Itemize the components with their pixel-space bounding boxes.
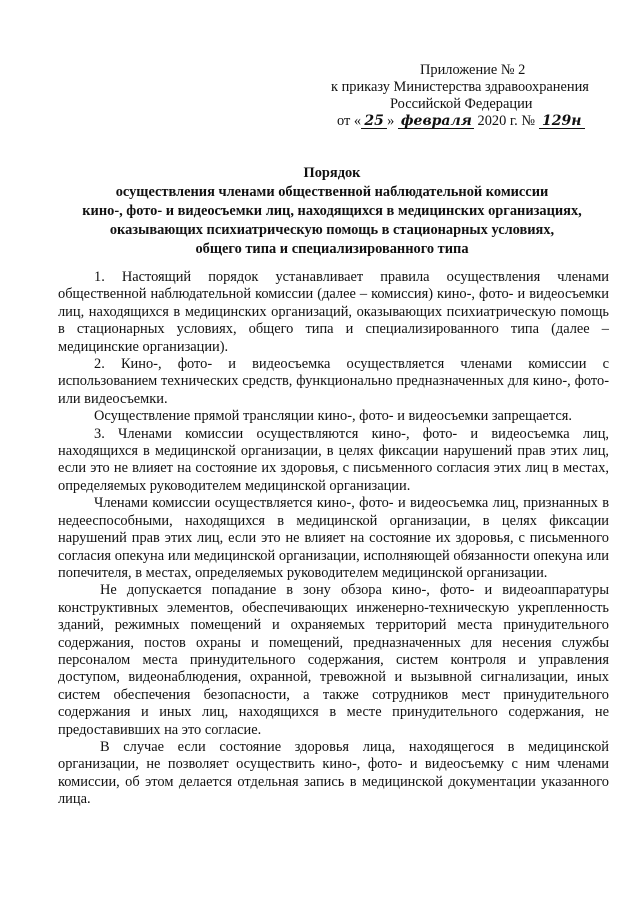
- order-date-line: [310, 113, 610, 130]
- paragraph: В случае если состояние здоровья лица, находящегося в медицинской организации, не позволяет осуществить кино-, фото- и видеосъемку с ним членами комиссии, об этом делается отдельная запись в медицинской документации указанного лица.: [58, 738, 609, 808]
- paragraph: Не допускается попадание в зону обзора кино-, фото- и видеоаппаратуры конструктивных элементов, обеспечивающих инженерно-техническую укрепленность зданий, режимных помещений и охраняемых территорий места принудительного содержания, постов охраны и помещений, предназначенных для несения службы персоналом места принудительного содержания, систем контроля и управления доступом, видеонаблюдения, охранной, тревожной и вызывной сигнализации, иных систем обеспечения безопасности, а также сотрудников мест принудительного содержания и иных лиц, находящихся в месте принудительного содержания, не предоставивших на это согласие.: [58, 582, 609, 738]
- title-line: осуществления членами общественной наблюдательной комиссии: [115, 184, 549, 200]
- date-year: 2020 г. №: [477, 113, 536, 129]
- handwritten-day: 25: [361, 114, 387, 129]
- paragraph: 2. Кино-, фото- и видеосъемка осуществляется членами комиссии с использованием технических средств, функционально предназначенных для кино-, фото- или видеосъемки.: [58, 356, 609, 407]
- title-line: общего типа и специализированного типа: [195, 241, 469, 257]
- paragraph: 3. Членами комиссии осуществляются кино-, фото- и видеосъемка лиц, находящихся в медицинской организации, в целях фиксации нарушений прав этих лиц, если это не влияет на состояние их здоровья, с письменного согласия этих лиц в местах, определяемых руководителем медицинской организации.: [58, 425, 609, 494]
- date-prefix: от «: [337, 113, 362, 129]
- title-line: оказывающих психиатрическую помощь в стационарных условиях,: [109, 222, 555, 238]
- handwritten-order-number: 129н: [539, 114, 585, 129]
- document-title: [56, 164, 608, 259]
- date-mid: »: [387, 113, 395, 129]
- appendix-number: Приложение № 2: [420, 62, 526, 78]
- paragraph: Осуществление прямой трансляции кино-, фото- и видеосъемки запрещается.: [94, 408, 572, 425]
- document-body: [58, 269, 609, 809]
- title-line: Порядок: [303, 165, 361, 181]
- title-line: кино-, фото- и видеосъемки лиц, находящихся в медицинских организациях,: [82, 203, 582, 219]
- paragraph: Членами комиссии осуществляется кино-, фото- и видеосъемка лиц, признанных в недееспособными, находящихся в медицинской организации, в целях фиксации нарушений прав этих лиц, если это не влияет на состояние их здоровья, с письменного согласия опекуна или медицинской организации, исполняющей обязанности опекуна или попечителя, в местах, определяемых руководителем медицинской организации.: [58, 495, 609, 581]
- appendix-header: [310, 62, 610, 130]
- country-name: Российской Федерации: [390, 96, 533, 112]
- order-reference: к приказу Министерства здравоохранения: [331, 79, 589, 95]
- handwritten-month: февраля: [398, 114, 474, 129]
- paragraph: 1. Настоящий порядок устанавливает правила осуществления членами общественной наблюдательной комиссии (далее – комиссия) кино-, фото- и видеосъемки лиц, находящихся в медицинских организаций, оказывающих психиатрическую помощь в стационарных условиях, общего типа и специализированного типа (далее – медицинские организации).: [58, 269, 609, 355]
